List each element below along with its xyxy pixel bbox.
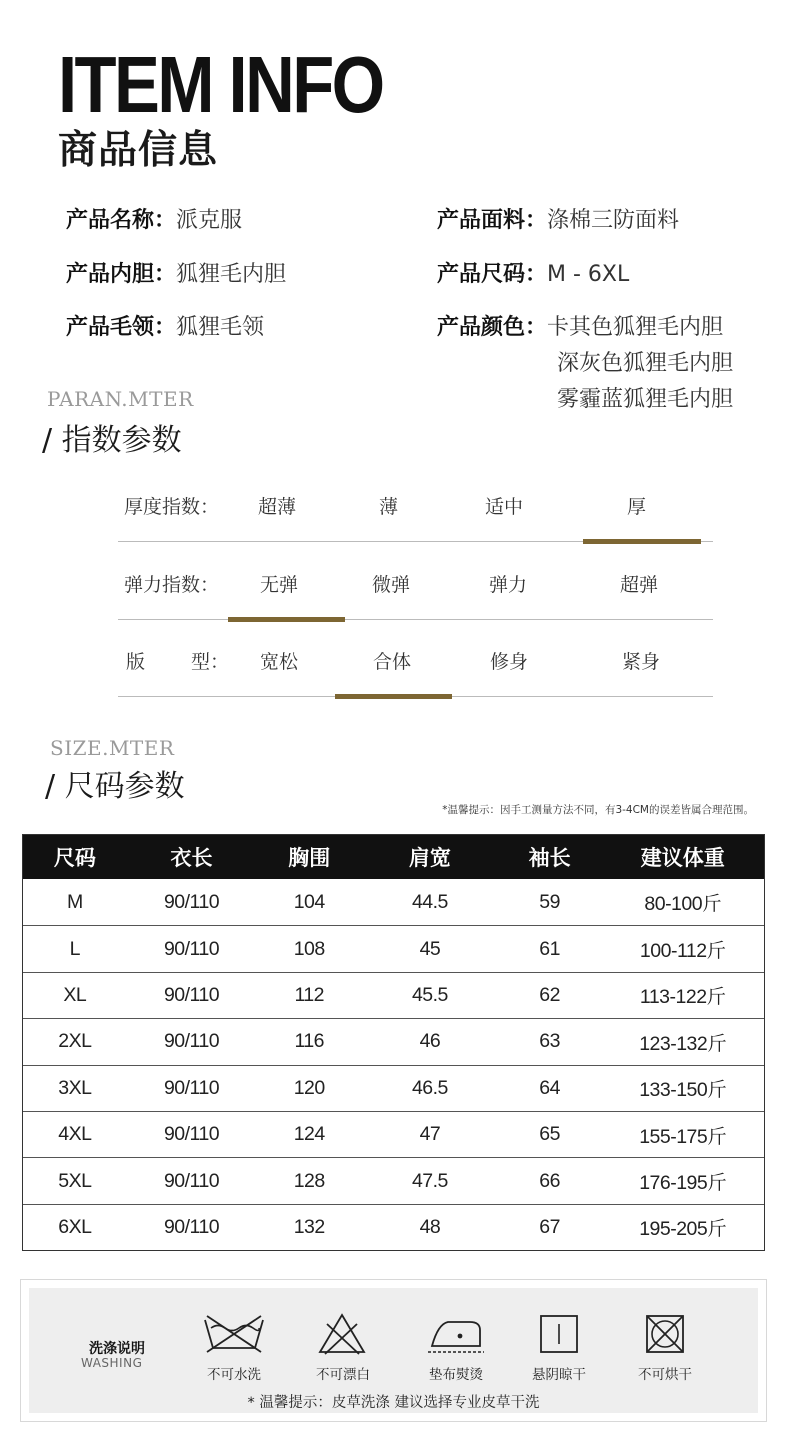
cell-chest: 132: [293, 1215, 325, 1238]
fit-label-b: 型：: [191, 651, 230, 673]
cell-length: 90/110: [163, 937, 220, 960]
cell-length: 90/110: [163, 1215, 220, 1238]
item-info-title: ITEM INFO: [58, 40, 383, 129]
cell-sleeve: 65: [539, 1123, 560, 1146]
no-tumble-dry-icon: [643, 1312, 687, 1356]
header-shoulder: 肩宽: [408, 846, 451, 870]
cell-size: 3XL: [58, 1076, 92, 1099]
cell-length: 90/110: [163, 890, 220, 913]
no-wash-label: 不可水洗: [207, 1367, 261, 1383]
header-size: 尺码: [53, 846, 96, 870]
info-color-value-1: 卡其色狐狸毛内胆: [547, 315, 724, 340]
cell-length: 90/110: [163, 1030, 220, 1053]
info-name-value: 派克服: [176, 208, 243, 233]
size-section-en: SIZE.MTER: [50, 736, 175, 760]
header-sleeve: 袖长: [528, 846, 571, 870]
washing-panel-inner: [29, 1288, 758, 1413]
info-collar-value: 狐狸毛领: [176, 315, 265, 340]
no-wash-icon: [201, 1312, 267, 1356]
params-section-title: / 指数参数: [42, 423, 182, 458]
cell-size: 4XL: [58, 1123, 92, 1146]
elasticity-option-1: 无弹: [260, 574, 299, 596]
washing-panel: [20, 1279, 767, 1422]
cell-size: XL: [63, 983, 87, 1006]
fit-option-1: 宽松: [260, 651, 299, 673]
size-table-header: [23, 835, 764, 879]
header-weight: 建议体重: [640, 846, 725, 870]
cell-length: 90/110: [163, 983, 220, 1006]
cell-weight: 133-150斤: [639, 1079, 727, 1102]
no-bleach-icon: [317, 1312, 367, 1356]
cell-chest: 116: [294, 1030, 325, 1053]
cell-weight: 100-112斤: [639, 940, 726, 963]
cell-shoulder: 44.5: [411, 890, 448, 913]
iron-with-cloth-icon: [424, 1312, 488, 1356]
cell-sleeve: 61: [539, 937, 560, 960]
cell-sleeve: 66: [539, 1169, 560, 1192]
info-lining-value: 狐狸毛内胆: [176, 262, 287, 287]
info-fabric: [437, 203, 679, 239]
cell-shoulder: 47.5: [411, 1169, 448, 1192]
size-table: [22, 834, 765, 1251]
elasticity-divider: [118, 619, 713, 620]
cell-chest: 104: [293, 890, 325, 913]
washing-title-en: WASHING: [81, 1356, 143, 1370]
cell-size: 2XL: [58, 1030, 92, 1053]
cell-weight: 155-175斤: [639, 1125, 727, 1148]
thickness-label: 厚度指数：: [124, 496, 220, 518]
cell-size: 5XL: [58, 1169, 92, 1192]
info-color-value-2: 深灰色狐狸毛内胆: [557, 351, 734, 376]
washing-title: 洗涤说明: [89, 1341, 145, 1357]
fit-option-2: 合体: [373, 651, 412, 673]
cell-shoulder: 45: [419, 937, 441, 960]
cell-chest: 120: [293, 1076, 325, 1099]
table-row: [23, 925, 764, 971]
no-bleach-label: 不可漂白: [316, 1367, 370, 1383]
size-note: *温馨提示：因手工测量方法不同，有3-4CM的误差皆属合理范围。: [442, 804, 754, 816]
elasticity-option-2: 微弹: [372, 574, 411, 596]
fit-option-4: 紧身: [622, 651, 661, 673]
table-row: [23, 972, 764, 1018]
info-lining-label: 产品内胆：: [66, 262, 177, 287]
elasticity-label: 弹力指数：: [124, 574, 220, 596]
cell-chest: 108: [293, 937, 325, 960]
thickness-option-3: 适中: [485, 496, 524, 518]
info-fabric-value: 涤棉三防面料: [547, 208, 680, 233]
elasticity-option-4: 超弹: [620, 574, 659, 596]
cell-shoulder: 46: [419, 1030, 441, 1053]
info-collar: [66, 310, 264, 346]
fit-label-a: 版: [126, 651, 146, 673]
fit-selected-marker: [335, 694, 452, 699]
info-fabric-label: 产品面料：: [437, 208, 548, 233]
cell-weight: 80-100斤: [644, 893, 722, 916]
cell-length: 90/110: [163, 1169, 220, 1192]
cell-chest: 128: [293, 1169, 325, 1192]
info-size-label: 产品尺码：: [437, 262, 548, 287]
cell-size: 6XL: [58, 1215, 92, 1238]
cell-shoulder: 48: [419, 1215, 441, 1238]
cell-shoulder: 47: [419, 1123, 441, 1146]
cell-sleeve: 64: [539, 1076, 560, 1099]
table-row: [23, 879, 764, 925]
cell-sleeve: 67: [539, 1215, 560, 1238]
cell-sleeve: 62: [539, 983, 560, 1006]
header-chest: 胸围: [288, 846, 331, 870]
info-lining: [66, 257, 286, 293]
hang-dry-shade-icon: [537, 1312, 581, 1356]
iron-with-cloth-label: 垫布熨烫: [429, 1367, 483, 1383]
info-size-value: M - 6XL: [547, 262, 630, 287]
table-row: [23, 1065, 764, 1111]
size-section-title: / 尺码参数: [45, 769, 185, 804]
cell-weight: 123-132斤: [639, 1032, 727, 1055]
table-row: [23, 1111, 764, 1157]
cell-weight: 176-195斤: [639, 1172, 727, 1195]
info-size: [437, 257, 629, 293]
cell-shoulder: 46.5: [411, 1076, 448, 1099]
table-row: [23, 1204, 764, 1250]
info-color-label: 产品颜色：: [437, 315, 548, 340]
cell-chest: 112: [294, 983, 325, 1006]
cell-size: L: [69, 937, 81, 960]
table-row: [23, 1157, 764, 1203]
hang-dry-shade-label: 悬阴晾干: [532, 1367, 586, 1383]
elasticity-selected-marker: [228, 617, 345, 622]
cell-sleeve: 63: [539, 1030, 560, 1053]
thickness-option-1: 超薄: [258, 496, 297, 518]
cell-sleeve: 59: [539, 890, 560, 913]
cell-length: 90/110: [163, 1076, 220, 1099]
info-name: [66, 203, 242, 239]
params-section-en: PARAN.MTER: [47, 387, 194, 411]
info-name-label: 产品名称：: [66, 208, 177, 233]
elasticity-option-3: 弹力: [489, 574, 528, 596]
cell-shoulder: 45.5: [411, 983, 448, 1006]
cell-weight: 113-122斤: [639, 986, 726, 1009]
fit-option-3: 修身: [490, 651, 529, 673]
washing-tip: * 温馨提示：皮草洗涤 建议选择专业皮草干洗: [247, 1395, 540, 1411]
cell-length: 90/110: [163, 1123, 220, 1146]
info-color: [437, 310, 723, 346]
info-collar-label: 产品毛领：: [66, 315, 177, 340]
cell-chest: 124: [293, 1123, 325, 1146]
thickness-selected-marker: [583, 539, 701, 544]
thickness-option-4: 厚: [627, 496, 647, 518]
header-length: 衣长: [170, 846, 213, 870]
item-info-subtitle: 商品信息: [58, 128, 219, 173]
cell-weight: 195-205斤: [639, 1218, 727, 1241]
cell-size: M: [66, 890, 83, 913]
thickness-option-2: 薄: [379, 496, 399, 518]
no-tumble-dry-label: 不可烘干: [638, 1367, 692, 1383]
table-row: [23, 1018, 764, 1064]
info-color-value-3: 雾霾蓝狐狸毛内胆: [557, 387, 734, 412]
